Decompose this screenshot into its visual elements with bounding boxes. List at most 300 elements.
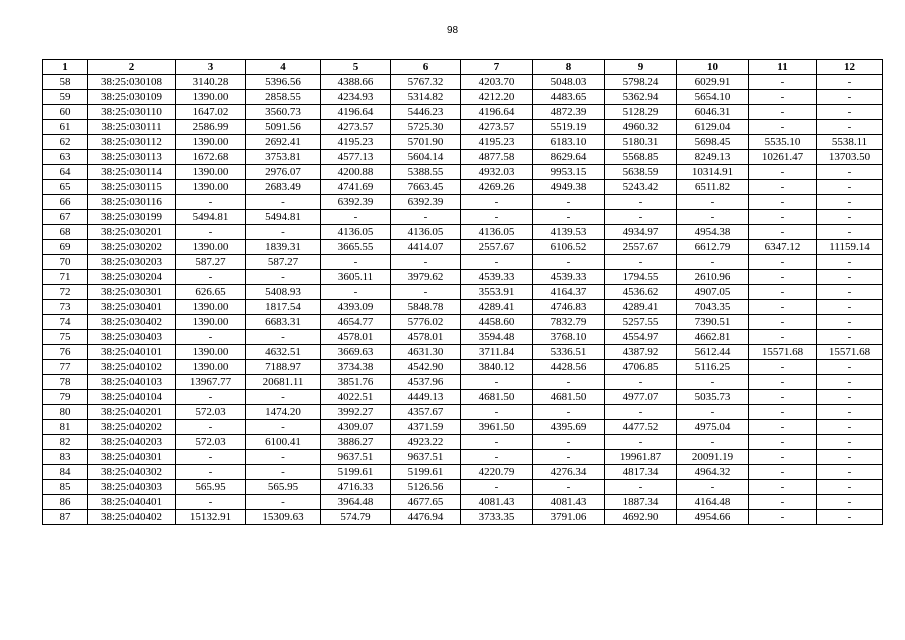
table-cell: 38:25:030202 — [88, 240, 176, 255]
table-cell: 80 — [43, 405, 88, 420]
table-cell: 4954.38 — [677, 225, 749, 240]
table-cell: - — [749, 120, 817, 135]
table-cell: 1474.20 — [246, 405, 321, 420]
table-cell: - — [749, 405, 817, 420]
table-cell: 4741.69 — [321, 180, 391, 195]
table-cell: - — [749, 285, 817, 300]
table-cell: - — [817, 375, 883, 390]
table-row — [43, 165, 883, 180]
table-cell: 4960.32 — [605, 120, 677, 135]
table-cell: - — [817, 120, 883, 135]
table-row — [43, 450, 883, 465]
table-row — [43, 240, 883, 255]
table-row — [43, 255, 883, 270]
table-cell: - — [817, 105, 883, 120]
table-cell: 38:25:040303 — [88, 480, 176, 495]
column-header-7: 7 — [461, 60, 533, 75]
table-cell: 3553.91 — [461, 285, 533, 300]
table-cell: - — [817, 270, 883, 285]
table-row — [43, 120, 883, 135]
table-cell: 4907.05 — [677, 285, 749, 300]
table-cell: 3733.35 — [461, 510, 533, 525]
table-cell: - — [176, 420, 246, 435]
table-cell: 4081.43 — [533, 495, 605, 510]
table-cell: - — [817, 300, 883, 315]
table-cell: - — [677, 255, 749, 270]
table-row — [43, 210, 883, 225]
table-cell: - — [749, 255, 817, 270]
table-cell: 38:25:040402 — [88, 510, 176, 525]
table-cell: 4164.37 — [533, 285, 605, 300]
table-cell: - — [749, 195, 817, 210]
table-cell: 4414.07 — [391, 240, 461, 255]
table-cell: - — [246, 225, 321, 240]
table-cell: 4817.34 — [605, 465, 677, 480]
table-cell: - — [321, 210, 391, 225]
table-row — [43, 510, 883, 525]
table-cell: 4716.33 — [321, 480, 391, 495]
table-cell: 1839.31 — [246, 240, 321, 255]
table-cell: 4022.51 — [321, 390, 391, 405]
table-cell: 73 — [43, 300, 88, 315]
table-cell: 4536.62 — [605, 285, 677, 300]
table-cell: 5776.02 — [391, 315, 461, 330]
table-cell: 4677.65 — [391, 495, 461, 510]
table-cell: - — [749, 105, 817, 120]
table-row — [43, 180, 883, 195]
table-cell: 3840.12 — [461, 360, 533, 375]
table-cell: 38:25:030111 — [88, 120, 176, 135]
table-cell: 1390.00 — [176, 315, 246, 330]
table-cell: 5116.25 — [677, 360, 749, 375]
table-cell: 5048.03 — [533, 75, 605, 90]
table-cell: 65 — [43, 180, 88, 195]
table-cell: 3791.06 — [533, 510, 605, 525]
table-cell: 5538.11 — [817, 135, 883, 150]
table-cell: - — [817, 180, 883, 195]
table-cell: 4276.34 — [533, 465, 605, 480]
table-cell: 1390.00 — [176, 165, 246, 180]
table-cell: - — [461, 450, 533, 465]
table-cell: 5519.19 — [533, 120, 605, 135]
table-cell: - — [749, 210, 817, 225]
table-cell: 5243.42 — [605, 180, 677, 195]
table-cell: 4542.90 — [391, 360, 461, 375]
table-cell: - — [677, 480, 749, 495]
table-cell: 565.95 — [176, 480, 246, 495]
table-cell: 70 — [43, 255, 88, 270]
table-cell: 38:25:040202 — [88, 420, 176, 435]
table-cell: 87 — [43, 510, 88, 525]
table-cell: 3964.48 — [321, 495, 391, 510]
table-header — [43, 60, 883, 75]
table-cell: - — [817, 330, 883, 345]
table-cell: 38:25:030115 — [88, 180, 176, 195]
table-row — [43, 405, 883, 420]
table-cell: 5336.51 — [533, 345, 605, 360]
table-cell: 1794.55 — [605, 270, 677, 285]
table-cell: 4975.04 — [677, 420, 749, 435]
column-header-12: 12 — [817, 60, 883, 75]
table-cell: 5396.56 — [246, 75, 321, 90]
table-cell: 7832.79 — [533, 315, 605, 330]
table-row — [43, 135, 883, 150]
table-cell: 38:25:040301 — [88, 450, 176, 465]
table-cell: - — [461, 210, 533, 225]
table-cell: 13703.50 — [817, 150, 883, 165]
table-cell: 5446.23 — [391, 105, 461, 120]
table-cell: 38:25:030203 — [88, 255, 176, 270]
table-row — [43, 360, 883, 375]
table-cell: 10261.47 — [749, 150, 817, 165]
table-cell: - — [176, 225, 246, 240]
table-cell: 4357.67 — [391, 405, 461, 420]
table-cell: - — [176, 195, 246, 210]
table-cell: - — [246, 390, 321, 405]
table-cell: - — [391, 285, 461, 300]
table-row — [43, 285, 883, 300]
table-cell: 4692.90 — [605, 510, 677, 525]
table-cell: 4139.53 — [533, 225, 605, 240]
table-cell: 1887.34 — [605, 495, 677, 510]
table-row — [43, 345, 883, 360]
table-cell: - — [246, 450, 321, 465]
table-cell: 4746.83 — [533, 300, 605, 315]
table-cell: 7188.97 — [246, 360, 321, 375]
table-cell: 4269.26 — [461, 180, 533, 195]
table-cell: 3961.50 — [461, 420, 533, 435]
table-cell: 3665.55 — [321, 240, 391, 255]
table-cell: 72 — [43, 285, 88, 300]
table-cell: 78 — [43, 375, 88, 390]
table-cell: 38:25:030403 — [88, 330, 176, 345]
table-cell: 4220.79 — [461, 465, 533, 480]
table-cell: - — [749, 90, 817, 105]
table-cell: - — [749, 465, 817, 480]
table-cell: 38:25:030201 — [88, 225, 176, 240]
table-cell: - — [817, 480, 883, 495]
table-cell: - — [533, 405, 605, 420]
table-cell: 5848.78 — [391, 300, 461, 315]
table-cell: 587.27 — [176, 255, 246, 270]
table-cell: 79 — [43, 390, 88, 405]
table-cell: 4631.30 — [391, 345, 461, 360]
table-cell: - — [461, 405, 533, 420]
table-cell: 574.79 — [321, 510, 391, 525]
table-cell: 76 — [43, 345, 88, 360]
table-cell: 572.03 — [176, 435, 246, 450]
table-cell: 69 — [43, 240, 88, 255]
table-cell: 6347.12 — [749, 240, 817, 255]
table-cell: - — [749, 510, 817, 525]
column-header-5: 5 — [321, 60, 391, 75]
table-cell: - — [749, 330, 817, 345]
table-cell: - — [321, 255, 391, 270]
table-row — [43, 420, 883, 435]
table-cell: 3594.48 — [461, 330, 533, 345]
table-cell: 20091.19 — [677, 450, 749, 465]
table-cell: - — [461, 375, 533, 390]
table-cell: 15571.68 — [749, 345, 817, 360]
table-cell: 4164.48 — [677, 495, 749, 510]
table-cell: - — [246, 420, 321, 435]
table-cell: 4195.23 — [461, 135, 533, 150]
table-cell: 84 — [43, 465, 88, 480]
table-row — [43, 375, 883, 390]
table-cell: 4539.33 — [461, 270, 533, 285]
table-cell: 4554.97 — [605, 330, 677, 345]
table-cell: - — [749, 225, 817, 240]
table-cell: 77 — [43, 360, 88, 375]
table-cell: 6612.79 — [677, 240, 749, 255]
table-cell: - — [677, 375, 749, 390]
table-cell: 626.65 — [176, 285, 246, 300]
table-cell: 83 — [43, 450, 88, 465]
table-cell: 38:25:030402 — [88, 315, 176, 330]
table-cell: 2976.07 — [246, 165, 321, 180]
table-cell: 4932.03 — [461, 165, 533, 180]
table-row — [43, 270, 883, 285]
table-cell: 5035.73 — [677, 390, 749, 405]
table-row — [43, 330, 883, 345]
table-cell: - — [605, 195, 677, 210]
table-cell: - — [461, 435, 533, 450]
table-cell: 2858.55 — [246, 90, 321, 105]
table-cell: 3753.81 — [246, 150, 321, 165]
table-cell: 38:25:030110 — [88, 105, 176, 120]
table-cell: 3669.63 — [321, 345, 391, 360]
header-row — [43, 60, 883, 75]
table-cell: 6129.04 — [677, 120, 749, 135]
table-cell: - — [817, 435, 883, 450]
table-cell: - — [533, 480, 605, 495]
table-row — [43, 315, 883, 330]
table-cell: 5701.90 — [391, 135, 461, 150]
table-cell: - — [533, 195, 605, 210]
table-cell: - — [817, 420, 883, 435]
table-cell: - — [817, 225, 883, 240]
table-cell: 4477.52 — [605, 420, 677, 435]
table-cell: 6046.31 — [677, 105, 749, 120]
table-cell: 4203.70 — [461, 75, 533, 90]
table-cell: - — [533, 255, 605, 270]
table-cell: 1647.02 — [176, 105, 246, 120]
table-body — [43, 75, 883, 525]
table-cell: 5408.93 — [246, 285, 321, 300]
table-cell: 38:25:030113 — [88, 150, 176, 165]
table-cell: - — [176, 330, 246, 345]
table-cell: - — [749, 165, 817, 180]
table-cell: - — [817, 465, 883, 480]
table-cell: 4458.60 — [461, 315, 533, 330]
column-header-1: 1 — [43, 60, 88, 75]
table-cell: 38:25:040302 — [88, 465, 176, 480]
table-cell: 4136.05 — [391, 225, 461, 240]
table-row — [43, 300, 883, 315]
table-cell: 38:25:030114 — [88, 165, 176, 180]
column-header-6: 6 — [391, 60, 461, 75]
table-cell: 5494.81 — [246, 210, 321, 225]
table-cell: 9637.51 — [391, 450, 461, 465]
table-cell: 81 — [43, 420, 88, 435]
table-cell: 2557.67 — [461, 240, 533, 255]
table-cell: 4977.07 — [605, 390, 677, 405]
table-cell: 38:25:030116 — [88, 195, 176, 210]
table-cell: - — [605, 435, 677, 450]
table-cell: 6683.31 — [246, 315, 321, 330]
table-cell: 4578.01 — [321, 330, 391, 345]
table-cell: - — [605, 255, 677, 270]
table-cell: 86 — [43, 495, 88, 510]
table-cell: 3734.38 — [321, 360, 391, 375]
table-cell: - — [817, 195, 883, 210]
table-cell: - — [176, 495, 246, 510]
table-cell: 4449.13 — [391, 390, 461, 405]
table-cell: - — [391, 210, 461, 225]
table-cell: 58 — [43, 75, 88, 90]
table-cell: 6392.39 — [391, 195, 461, 210]
table-cell: 8629.64 — [533, 150, 605, 165]
table-cell: 5725.30 — [391, 120, 461, 135]
table-cell: - — [749, 450, 817, 465]
table-cell: 2586.99 — [176, 120, 246, 135]
table-cell: 2557.67 — [605, 240, 677, 255]
table-cell: 565.95 — [246, 480, 321, 495]
table-cell: 7390.51 — [677, 315, 749, 330]
table-cell: 1817.54 — [246, 300, 321, 315]
table-cell: 4539.33 — [533, 270, 605, 285]
table-cell: 62 — [43, 135, 88, 150]
table-cell: 5494.81 — [176, 210, 246, 225]
column-header-4: 4 — [246, 60, 321, 75]
table-cell: 4196.64 — [461, 105, 533, 120]
table-row — [43, 435, 883, 450]
table-cell: 4662.81 — [677, 330, 749, 345]
table-cell: 1672.68 — [176, 150, 246, 165]
table-cell: 4273.57 — [321, 120, 391, 135]
table-cell: 9953.15 — [533, 165, 605, 180]
table-cell: 4388.66 — [321, 75, 391, 90]
table-cell: - — [677, 405, 749, 420]
page-number: 98 — [446, 25, 459, 36]
table-cell: - — [246, 270, 321, 285]
table-cell: 15571.68 — [817, 345, 883, 360]
table-cell: 6029.91 — [677, 75, 749, 90]
table-cell: 1390.00 — [176, 90, 246, 105]
table-cell: 5612.44 — [677, 345, 749, 360]
table-cell: 5698.45 — [677, 135, 749, 150]
table-cell: - — [817, 255, 883, 270]
table-cell: 6106.52 — [533, 240, 605, 255]
table-cell: - — [749, 75, 817, 90]
table-cell: - — [605, 210, 677, 225]
table-cell: - — [533, 375, 605, 390]
table-cell: 4212.20 — [461, 90, 533, 105]
table-cell: 38:25:030109 — [88, 90, 176, 105]
column-header-10: 10 — [677, 60, 749, 75]
table-cell: - — [749, 375, 817, 390]
table-cell: 38:25:040401 — [88, 495, 176, 510]
table-cell: 7043.35 — [677, 300, 749, 315]
table-cell: 5638.59 — [605, 165, 677, 180]
table-cell: 13967.77 — [176, 375, 246, 390]
table-cell: 4196.64 — [321, 105, 391, 120]
table-cell: - — [321, 285, 391, 300]
table-cell: 38:25:040203 — [88, 435, 176, 450]
table-cell: 5314.82 — [391, 90, 461, 105]
table-row — [43, 105, 883, 120]
table-cell: 4483.65 — [533, 90, 605, 105]
table-cell: 38:25:030112 — [88, 135, 176, 150]
table-cell: - — [677, 210, 749, 225]
table-cell: - — [749, 180, 817, 195]
table-cell: 66 — [43, 195, 88, 210]
table-row — [43, 90, 883, 105]
table-cell: - — [461, 195, 533, 210]
table-cell: 71 — [43, 270, 88, 285]
table-cell: 5388.55 — [391, 165, 461, 180]
table-cell: - — [605, 480, 677, 495]
table-cell: 4577.13 — [321, 150, 391, 165]
table-cell: 5199.61 — [391, 465, 461, 480]
table-cell: - — [817, 510, 883, 525]
table-cell: 38:25:030204 — [88, 270, 176, 285]
table-cell: 3768.10 — [533, 330, 605, 345]
table-cell: 4654.77 — [321, 315, 391, 330]
data-table — [42, 59, 883, 525]
table-cell: 38:25:030401 — [88, 300, 176, 315]
table-cell: 68 — [43, 225, 88, 240]
table-cell: 4954.66 — [677, 510, 749, 525]
table-cell: - — [605, 405, 677, 420]
table-cell: 4309.07 — [321, 420, 391, 435]
table-cell: - — [749, 270, 817, 285]
table-cell: - — [749, 360, 817, 375]
table-cell: 4428.56 — [533, 360, 605, 375]
table-cell: 4273.57 — [461, 120, 533, 135]
table-cell: 3992.27 — [321, 405, 391, 420]
table-cell: 2692.41 — [246, 135, 321, 150]
table-cell: 4537.96 — [391, 375, 461, 390]
table-cell: 3851.76 — [321, 375, 391, 390]
table-cell: - — [817, 405, 883, 420]
table-cell: 63 — [43, 150, 88, 165]
table-cell: 4393.09 — [321, 300, 391, 315]
table-cell: 3979.62 — [391, 270, 461, 285]
table-cell: - — [246, 330, 321, 345]
table-cell: 5126.56 — [391, 480, 461, 495]
table-row — [43, 495, 883, 510]
table-cell: 1390.00 — [176, 360, 246, 375]
table-cell: 4877.58 — [461, 150, 533, 165]
table-cell: - — [817, 90, 883, 105]
table-cell: - — [176, 450, 246, 465]
table-cell: 5180.31 — [605, 135, 677, 150]
table-cell: - — [677, 195, 749, 210]
table-cell: 61 — [43, 120, 88, 135]
table-cell: - — [391, 255, 461, 270]
table-cell: - — [817, 360, 883, 375]
table-cell: 4371.59 — [391, 420, 461, 435]
table-cell: - — [817, 315, 883, 330]
table-row — [43, 480, 883, 495]
table-cell: - — [749, 495, 817, 510]
table-cell: 4923.22 — [391, 435, 461, 450]
table-cell: 4289.41 — [605, 300, 677, 315]
table-row — [43, 465, 883, 480]
table-cell: - — [461, 480, 533, 495]
table-cell: 7663.45 — [391, 180, 461, 195]
